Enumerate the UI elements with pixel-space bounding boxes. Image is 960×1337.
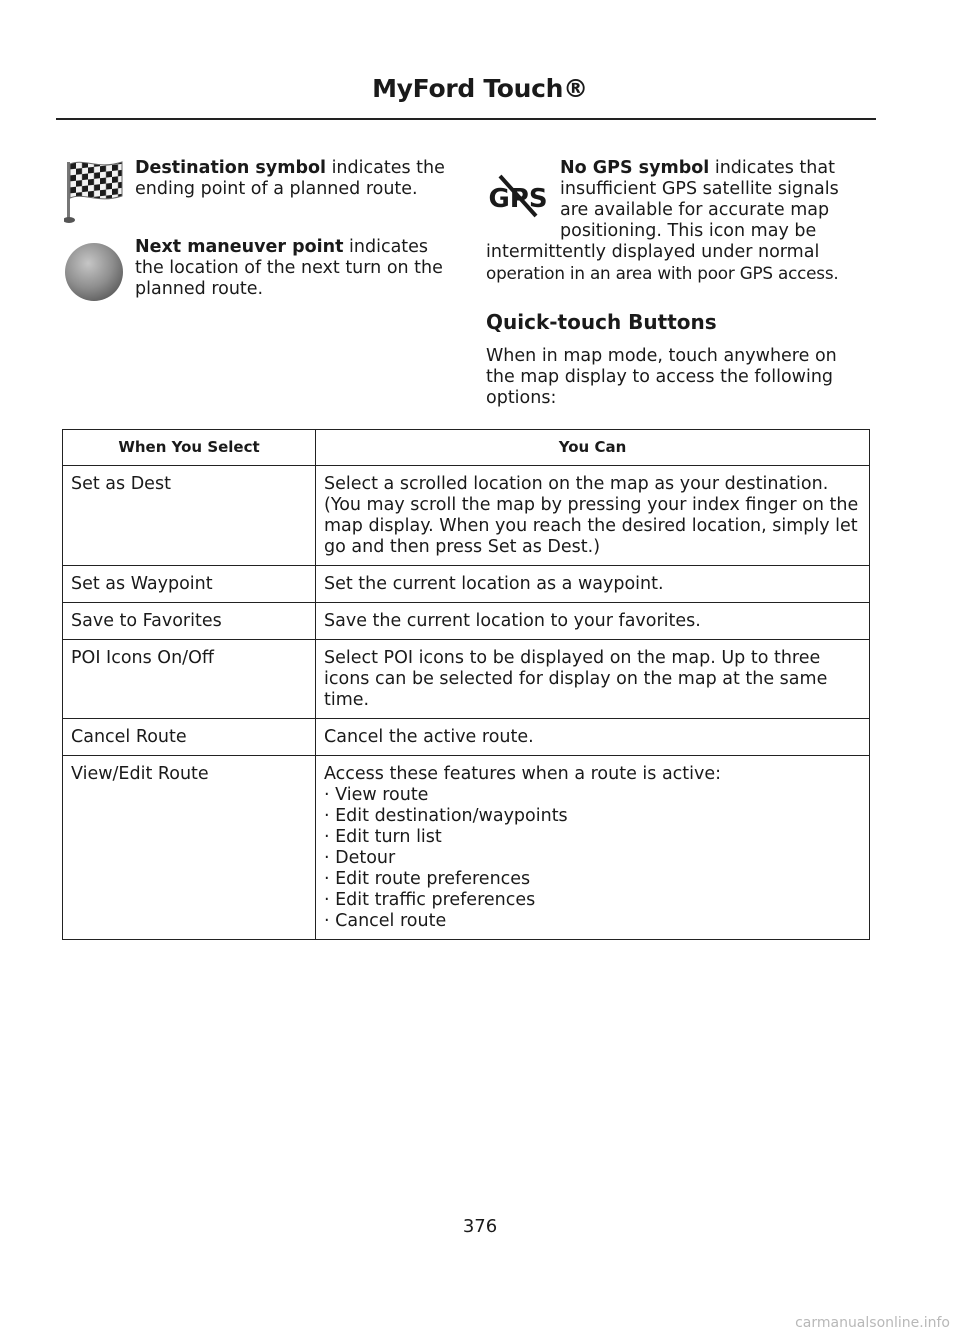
no-gps-description	[486, 158, 876, 284]
no-gps-text-line-4: positioning. This icon may be	[560, 221, 817, 241]
view-edit-line: · Edit destination/waypoints	[324, 806, 568, 826]
view-edit-line: Access these features when a route is active:	[324, 764, 722, 784]
view-edit-line: · Edit traffic preferences	[324, 890, 536, 910]
checkered-flag-icon	[64, 158, 126, 226]
section-heading: Quick-touch Buttons	[486, 310, 717, 334]
destination-symbol-term: Destination symbol	[135, 158, 326, 178]
no-gps-text-line-3: are available for accurate map	[560, 200, 830, 220]
option-name: Save to Favorites	[63, 603, 316, 640]
option-description: Select POI icons to be displayed on the map. Up to three icons can be selected for display on the map at the same time.	[316, 640, 870, 719]
destination-symbol-text: indicates the ending point of a planned route.	[135, 158, 445, 199]
option-description: Select a scrolled location on the map as your destination. (You may scroll the map by pressing your index finger on the map display. When you reach the desired location, simply let go and then press Set as Dest.)	[316, 466, 870, 566]
quick-touch-options-table	[62, 429, 870, 940]
option-name: Cancel Route	[63, 719, 316, 756]
no-gps-text-line-5: intermittently displayed under normal	[486, 242, 820, 262]
option-description: Save the current location to your favorites.	[316, 603, 870, 640]
table-row	[63, 756, 870, 940]
destination-symbol-description	[135, 158, 455, 200]
table-row	[63, 603, 870, 640]
no-gps-text-line-6: operation in an area with poor GPS access.	[486, 263, 839, 283]
page-number: 376	[462, 1216, 498, 1237]
option-name: POI Icons On/Off	[63, 640, 316, 719]
watermark: carmanualsonline.info	[795, 1315, 950, 1331]
maneuver-point-text: indicates the location of the next turn on the planned route.	[135, 237, 443, 299]
no-gps-text-line-1: indicates that	[709, 158, 835, 178]
option-name: Set as Waypoint	[63, 566, 316, 603]
column-header-can: You Can	[316, 430, 870, 466]
option-name: View/Edit Route	[63, 756, 316, 940]
option-description	[316, 756, 870, 940]
view-edit-line: · Cancel route	[324, 911, 447, 931]
column-header-select: When You Select	[63, 430, 316, 466]
table-row	[63, 566, 870, 603]
section-intro: When in map mode, touch anywhere on the map display to access the following options:	[486, 346, 837, 408]
table-row	[63, 640, 870, 719]
table-row	[63, 719, 870, 756]
maneuver-point-description	[135, 237, 455, 300]
no-gps-term: No GPS symbol	[560, 158, 710, 178]
header-divider	[56, 118, 876, 120]
page-title: MyFord Touch®	[372, 74, 588, 103]
no-gps-text-line-2: insufficient GPS satellite signals	[560, 179, 839, 199]
maneuver-point-icon	[64, 242, 124, 302]
view-edit-line: · View route	[324, 785, 429, 805]
maneuver-point-term: Next maneuver point	[135, 237, 344, 257]
view-edit-line: · Detour	[324, 848, 396, 868]
option-name: Set as Dest	[63, 466, 316, 566]
table-header-row	[63, 430, 870, 466]
view-edit-line: · Edit turn list	[324, 827, 442, 847]
option-description: Set the current location as a waypoint.	[316, 566, 870, 603]
view-edit-line: · Edit route preferences	[324, 869, 531, 889]
option-description: Cancel the active route.	[316, 719, 870, 756]
no-gps-icon-label: GPS	[488, 184, 548, 214]
table-row	[63, 466, 870, 566]
